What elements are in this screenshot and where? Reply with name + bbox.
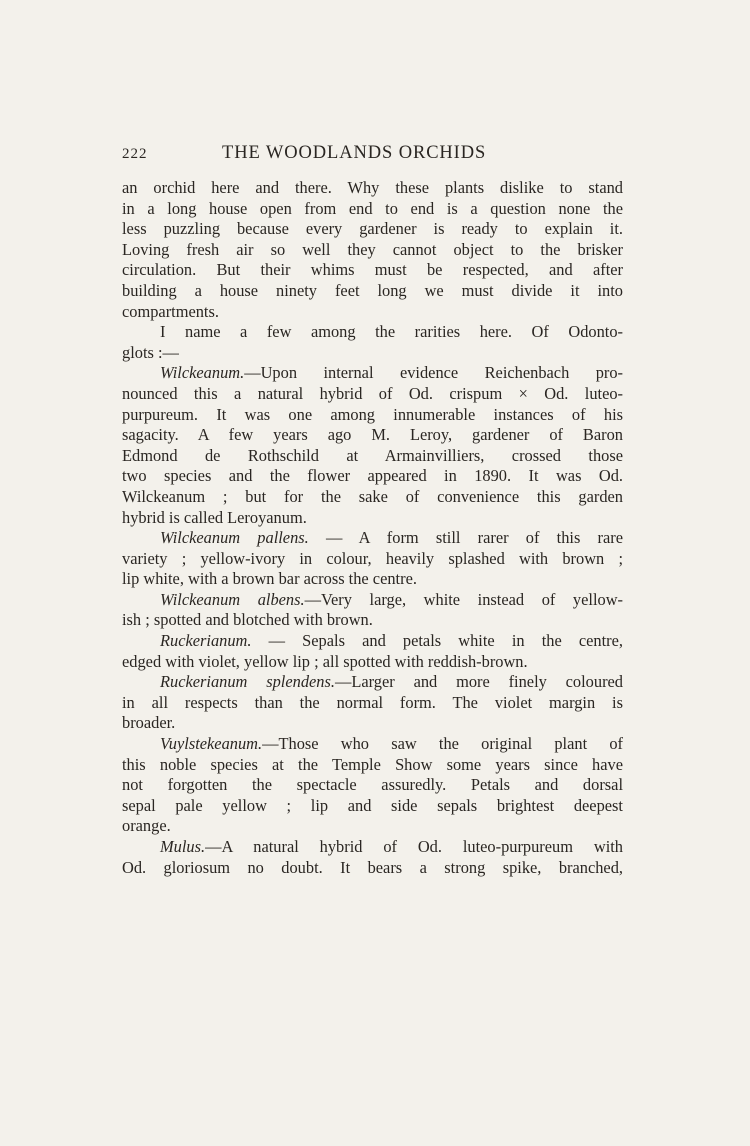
line-text: —Those who saw the original plant of — [262, 734, 623, 754]
text-line — [122, 631, 623, 652]
line-text: — Sepals and petals white in the centre, — [251, 631, 623, 651]
line-text: ish ; spotted and blotched with brown. — [122, 610, 373, 630]
text-line — [122, 837, 623, 858]
page-header — [122, 143, 622, 167]
species-name: Wilckeanum albens. — [160, 589, 305, 609]
body-text — [122, 178, 623, 878]
text-line — [122, 508, 623, 529]
text-line — [122, 528, 623, 549]
line-text: I name a few among the rarities here. Of Odonto- — [160, 322, 623, 342]
line-text: edged with violet, yellow lip ; all spotted with reddish-brown. — [122, 651, 528, 671]
text-line — [122, 652, 623, 673]
text-line — [122, 425, 623, 446]
text-line — [122, 405, 623, 426]
text-line — [122, 384, 623, 405]
line-text: Od. gloriosum no doubt. It bears a strong spike, branched, — [122, 857, 623, 877]
line-text: less puzzling because every gardener is ready to explain it. — [122, 219, 623, 239]
line-text: variety ; yellow-ivory in colour, heavily splashed with brown ; — [122, 548, 623, 568]
text-line — [122, 796, 623, 817]
text-line — [122, 487, 623, 508]
line-text: an orchid here and there. Why these plants dislike to stand — [122, 178, 623, 197]
text-line — [122, 816, 623, 837]
line-text: —Larger and more finely coloured — [334, 672, 623, 692]
text-line — [122, 466, 623, 487]
line-text: broader. — [122, 713, 176, 733]
text-line — [122, 322, 623, 343]
species-name: Wilckeanum. — [160, 363, 245, 383]
line-text: Loving fresh air so well they cannot object to the brisker — [122, 239, 623, 259]
line-text: —A natural hybrid of Od. luteo-purpureum with — [205, 837, 623, 856]
line-text: this noble species at the Temple Show some years since have — [122, 754, 623, 774]
line-text: Edmond de Rothschild at Armainvilliers, crossed those — [122, 445, 623, 465]
line-text: compartments. — [122, 301, 219, 321]
text-line — [122, 343, 623, 364]
text-line — [122, 734, 623, 755]
text-line — [122, 755, 623, 776]
running-title: THE WOODLANDS ORCHIDS — [222, 143, 487, 163]
line-text: lip white, with a brown bar across the centre. — [122, 569, 417, 589]
line-text: sagacity. A few years ago M. Leroy, gardener of Baron — [122, 425, 623, 445]
page-number: 222 — [122, 146, 148, 162]
line-text: orange. — [122, 816, 171, 836]
text-line — [122, 549, 623, 570]
line-text: Wilckeanum ; but for the sake of convenience this garden — [122, 486, 623, 506]
text-line — [122, 775, 623, 796]
text-line — [122, 713, 623, 734]
text-line — [122, 610, 623, 631]
species-name: Vuylstekeanum. — [160, 734, 263, 754]
text-line — [122, 672, 623, 693]
line-text: circulation. But their whims must be respected, and after — [122, 260, 623, 280]
species-name: Wilckeanum pallens. — [160, 528, 309, 548]
line-text: nounced this a natural hybrid of Od. crispum × Od. luteo- — [122, 383, 623, 403]
text-line — [122, 446, 623, 467]
text-line — [122, 260, 623, 281]
line-text: hybrid is called Leroyanum. — [122, 507, 307, 527]
species-name: Mulus. — [160, 837, 206, 856]
text-line — [122, 219, 623, 240]
text-line — [122, 199, 623, 220]
line-text: in a long house open from end to end is a question none the — [122, 198, 623, 218]
text-line — [122, 693, 623, 714]
species-name: Ruckerianum. — [160, 631, 252, 651]
line-text: sepal pale yellow ; lip and side sepals brightest deepest — [122, 795, 623, 815]
text-line — [122, 590, 623, 611]
text-line — [122, 240, 623, 261]
text-line — [122, 178, 623, 199]
text-line — [122, 302, 623, 323]
text-line — [122, 281, 623, 302]
line-text: in all respects than the normal form. The violet margin is — [122, 692, 623, 712]
line-text: building a house ninety feet long we must divide it into — [122, 280, 623, 300]
line-text: — A form still rarer of this rare — [308, 528, 623, 548]
text-line — [122, 363, 623, 384]
line-text: —Very large, white instead of yellow- — [304, 589, 624, 609]
line-text: glots :— — [122, 342, 179, 362]
line-text: —Upon internal evidence Reichenbach pro- — [244, 363, 623, 383]
species-name: Ruckerianum splendens. — [160, 672, 335, 692]
text-line — [122, 569, 623, 590]
line-text: not forgotten the spectacle assuredly. Petals and dorsal — [122, 775, 623, 795]
line-text: two species and the flower appeared in 1890. It was Od. — [122, 466, 623, 486]
text-line — [122, 858, 623, 879]
line-text: purpureum. It was one among innumerable instances of his — [122, 404, 623, 424]
